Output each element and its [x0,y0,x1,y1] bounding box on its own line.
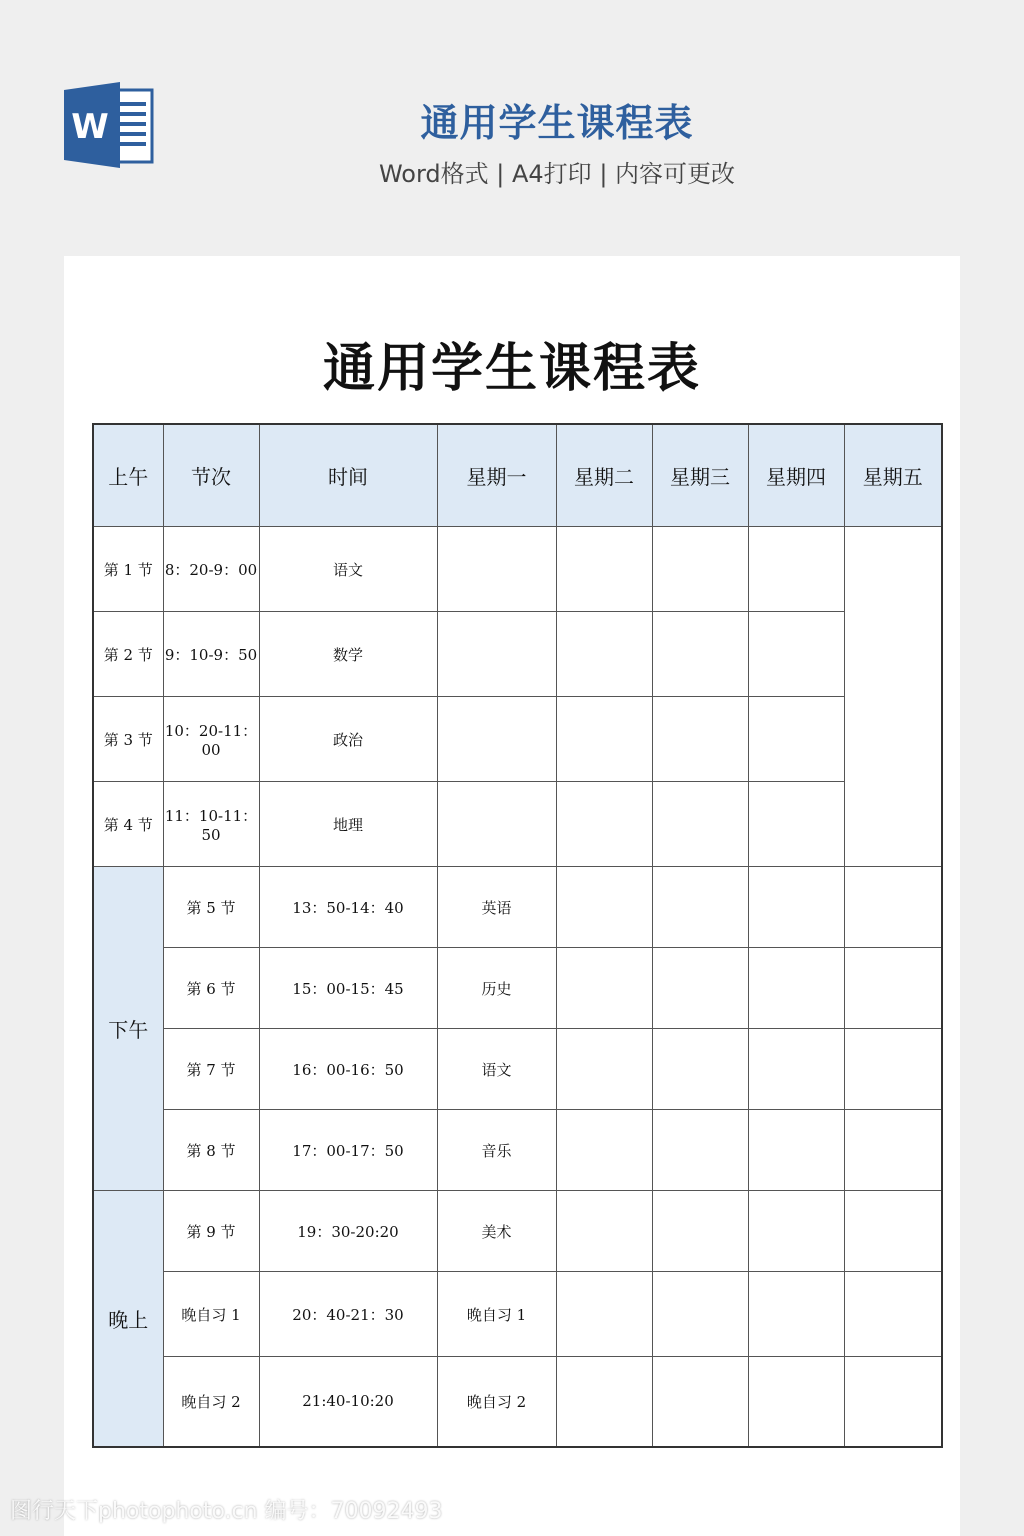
empty-cell [652,948,748,1029]
empty-cell [748,1272,844,1357]
empty-cell [748,1110,844,1191]
empty-cell [748,867,844,948]
empty-cell [844,948,942,1029]
column-header: 星期一 [437,424,556,527]
table-row [93,948,942,1029]
monday-cell: 英语 [437,867,556,948]
time-cell: 11：10-11：50 [163,782,259,867]
empty-cell [748,782,844,867]
empty-cell [556,1110,652,1191]
time-cell: 10：20-11：00 [163,697,259,782]
empty-cell [748,1357,844,1447]
empty-cell [652,1357,748,1447]
empty-cell [748,697,844,782]
empty-cell [652,1191,748,1272]
empty-cell [844,1029,942,1110]
time-cell: 13：50-14：40 [259,867,437,948]
monday-cell: 晚自习 1 [437,1272,556,1357]
empty-cell [844,1357,942,1447]
lesson-cell: 第 1 节 [93,527,163,612]
period-morning: 上午 [93,424,163,527]
svg-text:W: W [71,107,109,147]
empty-cell [748,612,844,697]
lesson-cell: 第 6 节 [163,948,259,1029]
empty-cell [844,1110,942,1191]
empty-cell [652,527,748,612]
banner-header [0,0,1024,256]
schedule-table [92,423,943,1448]
column-header: 星期四 [748,424,844,527]
column-header: 星期三 [652,424,748,527]
table-row [93,1272,942,1357]
table-row [93,1191,942,1272]
column-header: 星期五 [844,424,942,527]
table-row [93,527,942,612]
empty-cell [748,1029,844,1110]
monday-cell: 数学 [259,612,437,697]
monday-cell: 历史 [437,948,556,1029]
time-cell: 21:40-10:20 [259,1357,437,1447]
document-title: 通用学生课程表 [322,338,701,399]
time-cell: 16：00-16：50 [259,1029,437,1110]
word-icon [64,82,156,168]
empty-cell [556,867,652,948]
monday-cell: 晚自习 2 [437,1357,556,1447]
period-evening: 晚上 [93,1191,163,1447]
empty-cell [652,867,748,948]
lesson-cell: 晚自习 1 [163,1272,259,1357]
table-row [93,612,942,697]
column-header: 节次 [163,424,259,527]
lesson-cell: 第 7 节 [163,1029,259,1110]
empty-cell [556,697,652,782]
column-header: 时间 [259,424,437,527]
lesson-cell: 第 5 节 [163,867,259,948]
time-cell: 9：10-9：50 [163,612,259,697]
monday-cell: 语文 [437,1029,556,1110]
watermark-text: 图行天下photophoto.cn 编号：70092493 [10,1499,443,1524]
table-row [93,1029,942,1110]
empty-cell [556,1029,652,1110]
empty-cell [437,697,556,782]
time-cell: 19：30-20:20 [259,1191,437,1272]
document-page [64,256,960,1536]
column-header: 星期二 [556,424,652,527]
lesson-cell: 第 3 节 [93,697,163,782]
empty-cell [652,612,748,697]
table-row [93,697,942,782]
empty-cell [652,1272,748,1357]
period-afternoon: 下午 [93,867,163,1191]
empty-cell [556,1272,652,1357]
empty-cell [556,612,652,697]
empty-cell [844,1191,942,1272]
table-row [93,782,942,867]
empty-cell [748,527,844,612]
lesson-cell: 第 8 节 [163,1110,259,1191]
monday-cell: 政治 [259,697,437,782]
time-cell: 17：00-17：50 [259,1110,437,1191]
empty-cell [844,867,942,948]
empty-cell [437,782,556,867]
empty-cell [556,948,652,1029]
lesson-cell: 晚自习 2 [163,1357,259,1447]
table-row [93,867,942,948]
empty-cell [652,1029,748,1110]
time-cell: 20：40-21：30 [259,1272,437,1357]
banner-subtitle: Word格式 | A4打印 | 内容可更改 [378,160,736,188]
empty-cell [652,697,748,782]
empty-cell [748,1191,844,1272]
banner-title: 通用学生课程表 [420,101,694,145]
table-row [93,1357,942,1447]
empty-cell [556,1191,652,1272]
empty-cell [844,1272,942,1357]
lesson-cell: 第 2 节 [93,612,163,697]
lesson-cell: 第 4 节 [93,782,163,867]
time-cell: 15：00-15：45 [259,948,437,1029]
monday-cell: 音乐 [437,1110,556,1191]
table-header-row [93,424,942,527]
empty-cell [556,782,652,867]
monday-cell: 地理 [259,782,437,867]
empty-cell [556,527,652,612]
empty-cell [748,948,844,1029]
lesson-cell: 第 9 节 [163,1191,259,1272]
time-cell: 8：20-9：00 [163,527,259,612]
empty-cell [437,612,556,697]
empty-cell [437,527,556,612]
empty-cell [556,1357,652,1447]
table-row [93,1110,942,1191]
monday-cell: 语文 [259,527,437,612]
empty-cell [652,1110,748,1191]
empty-cell [652,782,748,867]
monday-cell: 美术 [437,1191,556,1272]
